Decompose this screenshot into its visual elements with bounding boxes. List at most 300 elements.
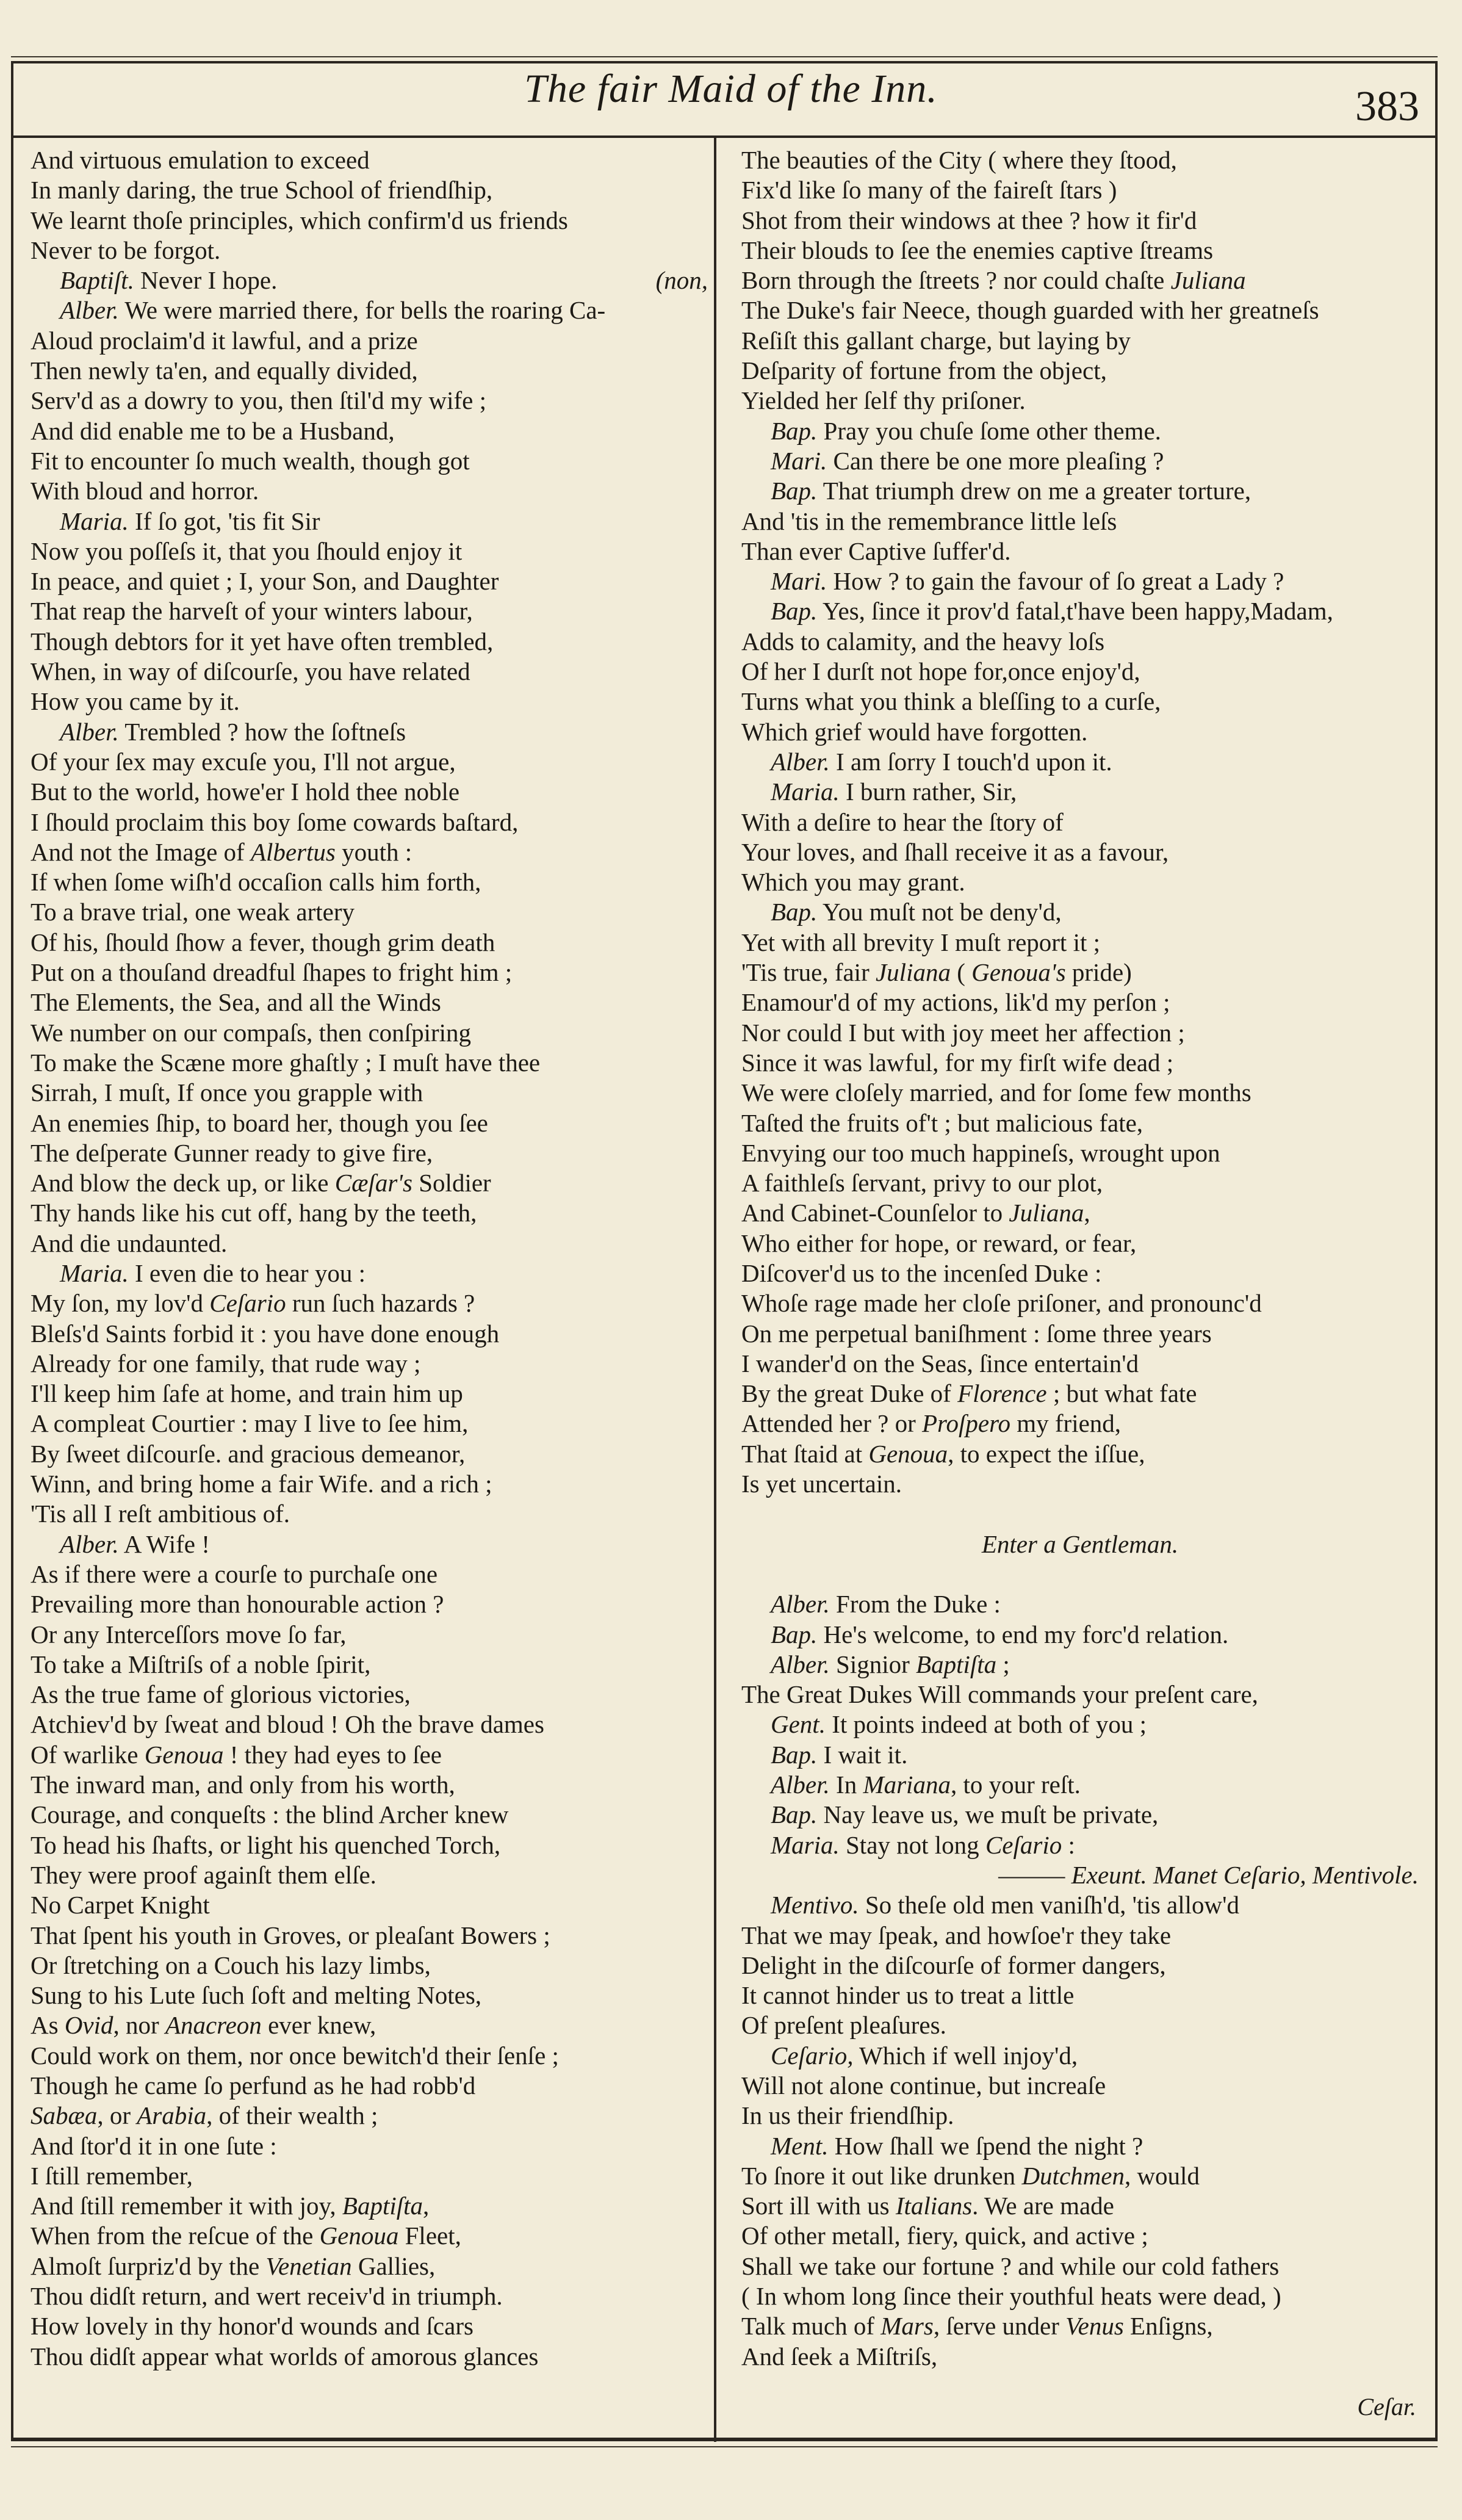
- right-aligned-text: (non,: [655, 266, 708, 295]
- verse-line: [741, 1319, 1419, 1349]
- line-text: Which if well injoy'd,: [853, 2041, 1078, 2070]
- blank-line: [741, 1499, 1419, 1529]
- line-text: Stay not long: [839, 1830, 985, 1859]
- line-text: I'll keep him ſafe at home, and train him up: [31, 1379, 463, 1408]
- line-text: Which grief would have forgotten.: [741, 717, 1088, 746]
- line-text: Thy hands like his cut off, hang by the teeth,: [31, 1199, 477, 1227]
- line-text: That ſtaid at: [741, 1439, 869, 1468]
- line-text: On me perpetual baniſhment : ſome three years: [741, 1319, 1212, 1348]
- verse-line: [741, 1018, 1419, 1048]
- speaker-name: Mari.: [771, 446, 827, 475]
- line-text: Who either for hope, or reward, or fear,: [741, 1229, 1137, 1257]
- verse-line: [31, 356, 708, 386]
- verse-line: [741, 386, 1419, 416]
- line-text: Or any Interceſſors move ſo far,: [31, 1620, 347, 1648]
- verse-line: [31, 1680, 708, 1709]
- verse-line: [741, 2010, 1419, 2040]
- verse-line: [741, 928, 1419, 958]
- speaker-name: Ment.: [771, 2131, 829, 2160]
- verse-line: [31, 807, 708, 837]
- line-text: Bleſs'd Saints forbid it : you have done enough: [31, 1319, 500, 1348]
- italic-name: Venetian: [265, 2251, 352, 2280]
- line-text: Courage, and conqueſts : the blind Archer knew: [31, 1800, 509, 1829]
- line-text: run ſuch hazards ?: [286, 1289, 475, 1318]
- verse-line: [741, 295, 1419, 325]
- line-text: Your loves, and ſhall receive it as a favour,: [741, 837, 1169, 866]
- verse-line: [31, 2221, 708, 2251]
- verse-line: [31, 2342, 708, 2372]
- line-text: Or ſtretching on a Couch his lazy limbs,: [31, 1951, 431, 1979]
- line-text: And not the Image of: [31, 837, 251, 866]
- verse-line: [741, 807, 1419, 837]
- line-text: As if there were a courſe to purchaſe one: [31, 1559, 438, 1588]
- italic-name: Arabia: [137, 2101, 207, 2130]
- italic-name: Proſpero: [922, 1409, 1011, 1438]
- line-text: Trembled ? how the ſoftneſs: [118, 717, 406, 746]
- line-text: Winn, and bring home a fair Wife. and a rich ;: [31, 1470, 492, 1498]
- line-text: Than ever Captive ſuffer'd.: [741, 536, 1011, 565]
- line-text: How ? to gain the favour of ſo great a Lady ?: [827, 567, 1284, 596]
- verse-line: [741, 2161, 1419, 2191]
- line-text: Will not alone continue, but increaſe: [741, 2071, 1106, 2099]
- line-text: Their blouds to ſee the enemies captive ſtreams: [741, 236, 1214, 264]
- line-text: An enemies ſhip, to board her, though you ſee: [31, 1108, 488, 1137]
- line-text: Which you may grant.: [741, 868, 965, 897]
- line-text: youth :: [335, 837, 412, 866]
- verse-line: [741, 1921, 1419, 1951]
- verse-line: [31, 2251, 708, 2281]
- top-rule: [11, 56, 1438, 57]
- line-text: Never I hope.: [134, 266, 278, 295]
- speech-line: [741, 1890, 1419, 1920]
- verse-line: [31, 1740, 708, 1770]
- line-text: Whoſe rage made her cloſe priſoner, and pronounc'd: [741, 1289, 1262, 1318]
- line-text: Gallies,: [351, 2251, 436, 2280]
- line-text: Atchiev'd by ſweat and bloud ! Oh the brave dames: [31, 1710, 544, 1739]
- line-text: And ſeek a Miſtriſs,: [741, 2342, 938, 2370]
- line-text: Fit to encounter ſo much wealth, though got: [31, 446, 470, 475]
- verse-line: [741, 1860, 1419, 1890]
- line-text: I ſhould proclaim this boy ſome cowards baſtard,: [31, 807, 519, 836]
- verse-line: [741, 717, 1419, 747]
- verse-line: [741, 627, 1419, 657]
- verse-line: [31, 1890, 708, 1920]
- verse-line: [741, 2342, 1419, 2372]
- line-text: As: [31, 2011, 65, 2040]
- verse-line: [741, 265, 1419, 295]
- line-text: To make the Scæne more ghaſtly ; I muſt have thee: [31, 1048, 541, 1077]
- verse-line: [31, 476, 708, 506]
- verse-line: [741, 1409, 1419, 1439]
- line-text: And did enable me to be a Husband,: [31, 416, 395, 445]
- line-text: Can there be one more pleaſing ?: [827, 446, 1164, 475]
- line-text: Of warlike: [31, 1740, 145, 1769]
- line-text: The Elements, the Sea, and all the Winds: [31, 988, 441, 1017]
- line-text: ; but what fate: [1046, 1379, 1197, 1408]
- line-text: That triumph drew on me a greater torture,: [817, 477, 1251, 505]
- line-text: To ſnore it out like drunken: [741, 2161, 1022, 2190]
- speaker-name: Bap.: [771, 898, 818, 926]
- italic-name: Italians: [895, 2192, 973, 2220]
- verse-line: [31, 777, 708, 807]
- line-text: Of preſent pleaſures.: [741, 2011, 946, 2040]
- line-text: Though debtors for it yet have often trembled,: [31, 627, 494, 655]
- verse-line: [31, 2131, 708, 2161]
- line-text: Thou didſt appear what worlds of amorous glances: [31, 2342, 539, 2370]
- line-text: Of other metall, fiery, quick, and active ;: [741, 2222, 1148, 2250]
- italic-name: Mars: [880, 2312, 934, 2341]
- line-text: By the great Duke of: [741, 1379, 958, 1408]
- speech-line: [31, 1529, 708, 1559]
- line-text: Pray you chuſe ſome other theme.: [817, 416, 1161, 445]
- italic-name: Juliana: [1170, 266, 1246, 295]
- line-text: Of her I durſt not hope for,once enjoy'd,: [741, 657, 1140, 686]
- line-text: . We are made: [972, 2192, 1114, 2220]
- catchword: Ceſar.: [1357, 2393, 1416, 2421]
- verse-line: [741, 2311, 1419, 2341]
- italic-name: Baptiſta: [916, 1650, 997, 1678]
- line-text: Born through the ſtreets ? nor could chaſte: [741, 266, 1171, 295]
- line-text: Fix'd like ſo many of the faireſt ſtars ): [741, 176, 1117, 204]
- right-column: [741, 145, 1419, 2372]
- verse-line: [31, 1800, 708, 1830]
- speaker-name: Bap.: [771, 477, 818, 505]
- line-text: , to expect the iſſue,: [948, 1439, 1145, 1468]
- line-text: We were cloſely married, and for ſome few months: [741, 1078, 1251, 1107]
- speech-line: [741, 1650, 1419, 1680]
- line-text: Enamour'd of my actions, lik'd my perſon ;: [741, 988, 1170, 1017]
- verse-line: [31, 416, 708, 446]
- line-text: You muſt not be deny'd,: [817, 898, 1062, 926]
- speaker-name: Alber.: [60, 296, 119, 325]
- line-text: If when ſome wiſh'd occaſion calls him forth,: [31, 868, 481, 897]
- verse-line: [741, 1258, 1419, 1288]
- verse-line: [741, 1048, 1419, 1078]
- line-text: Yes, ſince it prov'd fatal,t'have been happy,Madam,: [817, 597, 1333, 626]
- line-text: Sort ill with us: [741, 2192, 896, 2220]
- line-text: Is yet uncertain.: [741, 1470, 902, 1498]
- verse-line: [741, 2101, 1419, 2131]
- verse-line: [31, 1018, 708, 1048]
- verse-line: [31, 326, 708, 356]
- speaker-name: Gent.: [771, 1710, 826, 1739]
- italic-name: Genoua: [868, 1439, 948, 1468]
- verse-line: [31, 627, 708, 657]
- verse-line: [31, 236, 708, 265]
- verse-line: [31, 1078, 708, 1108]
- verse-line: [31, 1620, 708, 1650]
- line-text: Of his, ſhould ſhow a fever, though grim death: [31, 928, 495, 956]
- verse-line: [31, 1830, 708, 1860]
- speaker-name: Bap.: [771, 597, 818, 626]
- line-text: I burn rather, Sir,: [839, 778, 1017, 806]
- verse-line: [741, 987, 1419, 1017]
- verse-line: [31, 2161, 708, 2191]
- line-text: They were proof againſt them elſe.: [31, 1860, 376, 1889]
- verse-line: [31, 837, 708, 867]
- verse-line: [741, 1980, 1419, 2010]
- speech-line: [741, 1589, 1419, 1619]
- line-text: ever knew,: [261, 2011, 376, 2040]
- line-text: And ſtill remember it with joy,: [31, 2192, 342, 2220]
- line-text: And Cabinet-Counſelor to: [741, 1199, 1009, 1227]
- header-rule: [11, 135, 1438, 138]
- line-text: With bloud and horror.: [31, 477, 259, 505]
- line-text: How ſhall we ſpend the night ?: [828, 2131, 1143, 2160]
- speaker-name: Bap.: [771, 1800, 818, 1829]
- line-text: , nor: [113, 2011, 165, 2040]
- stage-direction: Enter a Gentleman.: [981, 1529, 1179, 1558]
- verse-line: [741, 1379, 1419, 1409]
- line-text: Now you poſſeſs it, that you ſhould enjoy it: [31, 536, 463, 565]
- line-text: It points indeed at both of you ;: [825, 1710, 1147, 1739]
- line-text: , to your reſt.: [950, 1771, 1081, 1799]
- verse-line: [31, 1168, 708, 1198]
- line-text: Could work on them, nor once bewitch'd their ſenſe ;: [31, 2041, 559, 2070]
- verse-line: [31, 2071, 708, 2101]
- verse-line: [741, 1078, 1419, 1108]
- line-text: Soldier: [412, 1169, 491, 1197]
- italic-name: Ovid: [64, 2011, 113, 2040]
- italic-name: Florence: [957, 1379, 1047, 1408]
- line-text: ;: [996, 1650, 1010, 1678]
- line-text: By ſweet diſcourſe. and gracious demeanor,: [31, 1439, 466, 1468]
- line-text: And die undaunted.: [31, 1229, 228, 1257]
- verse-line: [741, 2221, 1419, 2251]
- speaker-name: Bap.: [771, 1620, 818, 1648]
- verse-line: [31, 1469, 708, 1499]
- column-divider: [714, 138, 716, 2442]
- line-text: Deſparity of fortune from the object,: [741, 356, 1107, 385]
- speaker-name: Maria.: [60, 1258, 129, 1287]
- line-text: The deſperate Gunner ready to give fire,: [31, 1138, 433, 1167]
- line-text: Attended her ? or: [741, 1409, 922, 1438]
- verse-line: [31, 596, 708, 626]
- verse-line: [741, 687, 1419, 717]
- line-text: Since it was lawful, for my firſt wife dead ;: [741, 1048, 1174, 1077]
- verse-line: [31, 1108, 708, 1138]
- line-text: The inward man, and only from his worth,: [31, 1771, 455, 1799]
- line-text: He's welcome, to end my forc'd relation.: [817, 1620, 1229, 1648]
- line-text: Shall we take our fortune ? and while our cold fathers: [741, 2251, 1280, 2280]
- speaker-name: Maria.: [60, 507, 129, 535]
- line-text: Taſted the fruits of't ; but malicious fate,: [741, 1108, 1143, 1137]
- italic-name: Genoua: [144, 1740, 224, 1769]
- speech-line: [741, 416, 1419, 446]
- line-text: 'Tis true, fair: [741, 958, 876, 987]
- bottom-rule-thin: [11, 2446, 1438, 2447]
- line-text: my friend,: [1010, 1409, 1122, 1438]
- speaker-name: Bap.: [771, 1740, 818, 1769]
- line-text: With a deſire to hear the ſtory of: [741, 807, 1064, 836]
- verse-line: [741, 536, 1419, 566]
- line-text: Of your ſex may excuſe you, I'll not argue,: [31, 747, 456, 776]
- verse-line: [31, 1319, 708, 1349]
- verse-line: [31, 2041, 708, 2071]
- speaker-name: Alber.: [771, 1771, 830, 1799]
- line-text: That we may ſpeak, and howſoe'r they take: [741, 1921, 1172, 1949]
- right-aligned-text: ——— Exeunt. Manet Ceſario, Mentivole.: [998, 1860, 1419, 1889]
- line-text: Never to be forgot.: [31, 236, 221, 264]
- line-text: A compleat Courtier : may I live to ſee him,: [31, 1409, 469, 1438]
- verse-line: [741, 206, 1419, 236]
- verse-line: [741, 1680, 1419, 1709]
- speech-line: [741, 747, 1419, 777]
- verse-line: [741, 2191, 1419, 2221]
- italic-name: Genoua's: [971, 958, 1066, 987]
- verse-line: [31, 175, 708, 205]
- speech-line: [741, 2041, 1419, 2071]
- verse-line: [31, 1229, 708, 1258]
- verse-line: [31, 958, 708, 987]
- bottom-rule: [11, 2438, 1438, 2441]
- line-text: To head his ſhafts, or light his quenched Torch,: [31, 1830, 501, 1859]
- verse-line: [31, 1589, 708, 1619]
- speech-line: [741, 1830, 1419, 1860]
- verse-line: [741, 867, 1419, 897]
- verse-line: [31, 1379, 708, 1409]
- verse-line: [31, 747, 708, 777]
- italic-name: Anacreon: [165, 2011, 262, 2040]
- verse-line: [31, 928, 708, 958]
- verse-line: [31, 1770, 708, 1800]
- speech-line: [31, 507, 708, 536]
- speaker-name: Mentivo.: [771, 1891, 859, 1919]
- speaker-name: Baptiſt.: [60, 266, 134, 295]
- italic-name: Juliana: [875, 958, 951, 987]
- line-text: I even die to hear you :: [128, 1258, 366, 1287]
- italic-name: Baptiſta: [342, 2192, 423, 2220]
- verse-line: [31, 867, 708, 897]
- speech-line: [741, 1800, 1419, 1830]
- line-text: , would: [1124, 2161, 1200, 2190]
- line-text: In us their friendſhip.: [741, 2101, 954, 2130]
- speaker-name: Alber.: [771, 1590, 830, 1619]
- line-text: Nay leave us, we muſt be private,: [817, 1800, 1159, 1829]
- line-text: It cannot hinder us to treat a little: [741, 1981, 1075, 2010]
- verse-line: [31, 687, 708, 717]
- verse-line: [741, 2251, 1419, 2281]
- italic-name: Mariana: [863, 1771, 951, 1799]
- verse-line: [741, 1168, 1419, 1198]
- speech-line: [741, 777, 1419, 807]
- verse-line: [31, 1559, 708, 1589]
- verse-line: [31, 1860, 708, 1890]
- verse-line: [31, 566, 708, 596]
- verse-line: [31, 2101, 708, 2131]
- line-text: Enſigns,: [1123, 2312, 1213, 2341]
- line-text: Yielded her ſelf thy priſoner.: [741, 386, 1026, 415]
- line-text: I ſtill remember,: [31, 2161, 193, 2190]
- line-text: In manly daring, the true School of friendſhip,: [31, 176, 493, 204]
- verse-line: [741, 1288, 1419, 1318]
- verse-line: [31, 897, 708, 927]
- verse-line: [741, 175, 1419, 205]
- verse-line: [741, 1108, 1419, 1138]
- speech-line: [741, 476, 1419, 506]
- line-text: ,: [1084, 1199, 1090, 1227]
- verse-line: [31, 1288, 708, 1318]
- verse-line: [741, 1439, 1419, 1469]
- verse-line: [741, 1469, 1419, 1499]
- line-text: If ſo got, 'tis fit Sir: [128, 507, 320, 535]
- verse-line: [741, 2071, 1419, 2101]
- line-text: And 'tis in the remembrance little leſs: [741, 507, 1117, 535]
- line-text: I wait it.: [817, 1740, 908, 1769]
- line-text: But to the world, howe'er I hold thee noble: [31, 778, 460, 806]
- verse-line: [31, 1499, 708, 1529]
- line-text: Serv'd as a dowry to you, then ſtil'd my wife ;: [31, 386, 486, 415]
- line-text: In: [829, 1771, 863, 1799]
- line-text: To take a Miſtriſs of a noble ſpirit,: [31, 1650, 371, 1678]
- verse-line: [31, 1951, 708, 1980]
- line-text: That reap the harveſt of your winters labour,: [31, 597, 473, 626]
- verse-line: [741, 326, 1419, 356]
- italic-name: Ceſario: [985, 1830, 1062, 1859]
- line-text: Sung to his Lute ſuch ſoft and melting Notes,: [31, 1981, 482, 2010]
- line-text: Prevailing more than honourable action ?: [31, 1590, 444, 1619]
- verse-line: [31, 1349, 708, 1379]
- verse-line: [741, 958, 1419, 987]
- line-text: Reſiſt this gallant charge, but laying by: [741, 326, 1131, 355]
- blank-line: [741, 1559, 1419, 1589]
- line-text: Signior: [829, 1650, 916, 1678]
- line-text: pride): [1065, 958, 1132, 987]
- line-text: We were married there, for bells the roaring Ca-: [118, 296, 606, 325]
- speaker-name: Alber.: [60, 717, 119, 746]
- verse-line: [31, 1409, 708, 1439]
- verse-line: [31, 2010, 708, 2040]
- verse-line: [31, 386, 708, 416]
- verse-line: [31, 145, 708, 175]
- speaker-name: Maria.: [771, 1830, 840, 1859]
- line-text: I am ſorry I touch'd upon it.: [829, 747, 1112, 776]
- page-number: 383: [1355, 83, 1419, 130]
- verse-line: [31, 2191, 708, 2221]
- verse-line: [31, 2281, 708, 2311]
- line-text: Then newly ta'en, and equally divided,: [31, 356, 418, 385]
- verse-line: [31, 1439, 708, 1469]
- verse-line: [741, 1138, 1419, 1168]
- line-text: Envying our too much happineſs, wrought upon: [741, 1138, 1220, 1167]
- line-text: :: [1062, 1830, 1075, 1859]
- line-text: 'Tis all I reſt ambitious of.: [31, 1500, 290, 1528]
- verse-line: [741, 657, 1419, 687]
- line-text: Almoſt ſurpriz'd by the: [31, 2251, 266, 2280]
- line-text: To a brave trial, one weak artery: [31, 898, 355, 926]
- verse-line: [31, 657, 708, 687]
- line-text: The Duke's fair Neece, though guarded with her greatneſs: [741, 296, 1319, 325]
- line-text: We learnt thoſe principles, which confirm'd us friends: [31, 206, 568, 234]
- verse-line: [741, 145, 1419, 175]
- italic-name: Cæſar's: [334, 1169, 412, 1197]
- line-text: My ſon, my lov'd: [31, 1289, 210, 1318]
- line-text: When, in way of diſcourſe, you have related: [31, 657, 470, 686]
- verse-line: [741, 837, 1419, 867]
- line-text: , of their wealth ;: [206, 2101, 378, 2130]
- italic-name: Dutchmen: [1021, 2161, 1125, 2190]
- line-text: How lovely in thy honor'd wounds and ſcars: [31, 2312, 474, 2341]
- line-text: Fleet,: [398, 2222, 461, 2250]
- line-text: Already for one family, that rude way ;: [31, 1349, 421, 1377]
- verse-line: [741, 2281, 1419, 2311]
- speech-line: [31, 265, 708, 295]
- line-text: A Wife !: [118, 1529, 210, 1558]
- italic-name: Venus: [1065, 2312, 1124, 2341]
- verse-line: [31, 206, 708, 236]
- verse-line: [741, 1349, 1419, 1379]
- italic-name: Ceſario: [209, 1289, 286, 1318]
